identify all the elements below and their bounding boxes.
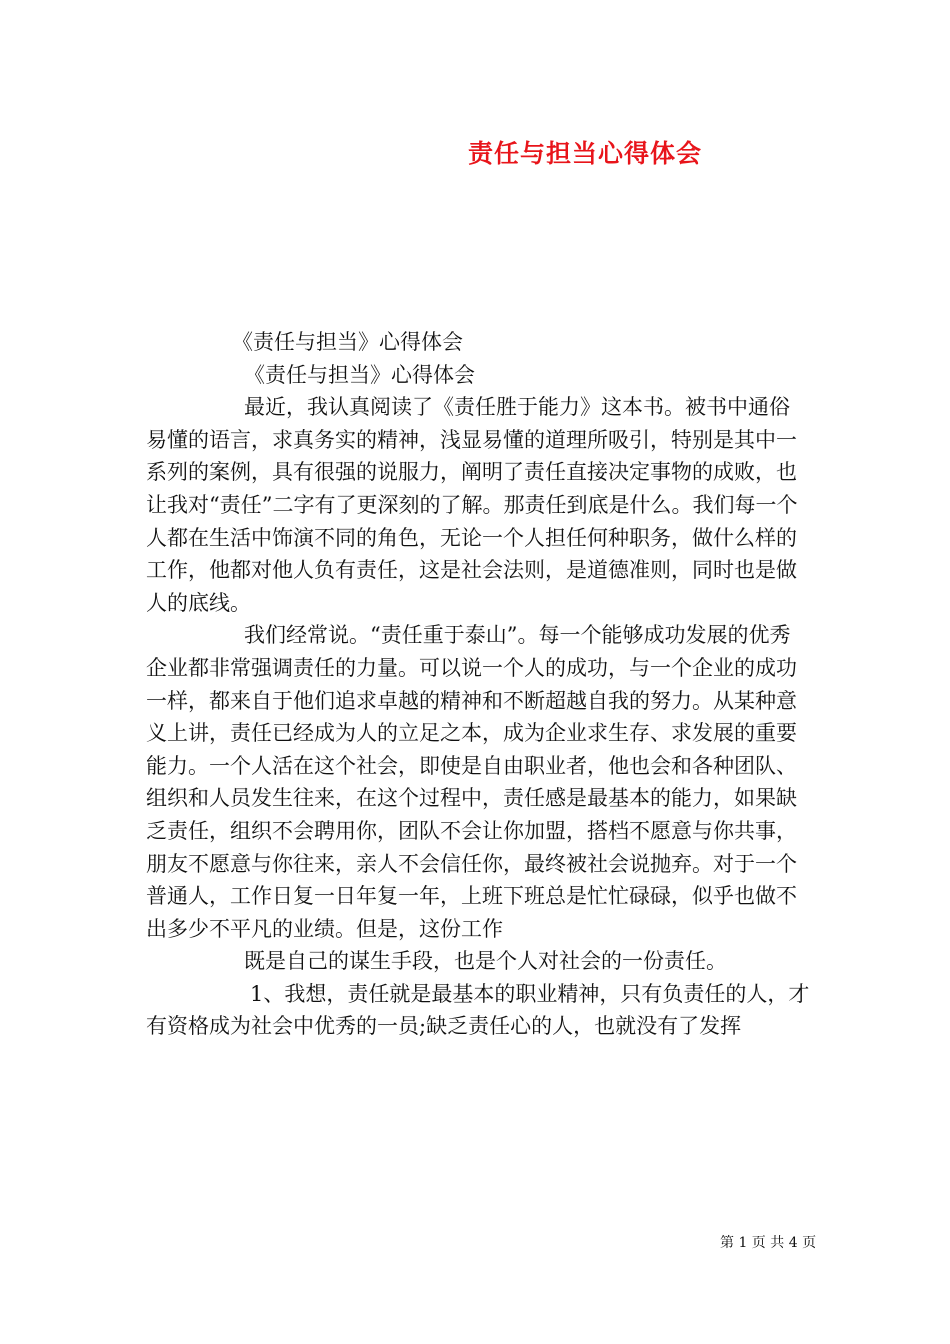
subtitle-line-1: 《责任与担当》心得体会 [232,330,463,354]
subtitle-line-2: 《责任与担当》心得体会 [244,362,475,387]
page-footer: 第 1 页 共 4 页 [720,1235,817,1251]
paragraph-3: 既是自己的谋生手段，也是个人对社会的一份责任。 [244,949,727,974]
document-body [146,326,810,1043]
paragraph-1: 最近，我认真阅读了《责任胜于能力》这本书。被书中通俗易懂的语言，求真务实的精神，浅显易懂的道理所吸引，特别是其中一系列的案例，具有很强的说服力，阐明了责任直接决定事物的成败，也让我对“责任”二字有了更深刻的了解。那责任到底是什么。我们每一个人都在生活中饰演不同的角色，无论一个人担任何种职务，做什么样的工作，他都对他人负有责任，这是社会法则，是道德准则，同时也是做人的底线。 [146,395,798,615]
paragraph-4: 1、我想，责任就是最基本的职业精神，只有负责任的人，才有资格成为社会中优秀的一员;缺乏责任心的人，也就没有了发挥 [146,981,810,1039]
document-title: 责任与担当心得体会 [467,139,702,168]
paragraph-2: 我们经常说。“责任重于泰山”。每一个能够成功发展的优秀企业都非常强调责任的力量。可以说一个人的成功，与一个企业的成功一样，都来自于他们追求卓越的精神和不断超越自我的努力。从某种意义上讲，责任已经成为人的立足之本，成为企业求生存、求发展的重要能力。一个人活在这个社会，即使是自由职业者，他也会和各种团队、组织和人员发生往来，在这个过程中，责任感是最基本的能力，如果缺乏责任，组织不会聘用你，团队不会让你加盟，搭档不愿意与你共事，朋友不愿意与你往来，亲人不会信任你，最终被社会说抛弃。对于一个普通人，工作日复一日年复一年，上班下班总是忙忙碌碌，似乎也做不出多少不平凡的业绩。但是，这份工作 [146,623,797,941]
